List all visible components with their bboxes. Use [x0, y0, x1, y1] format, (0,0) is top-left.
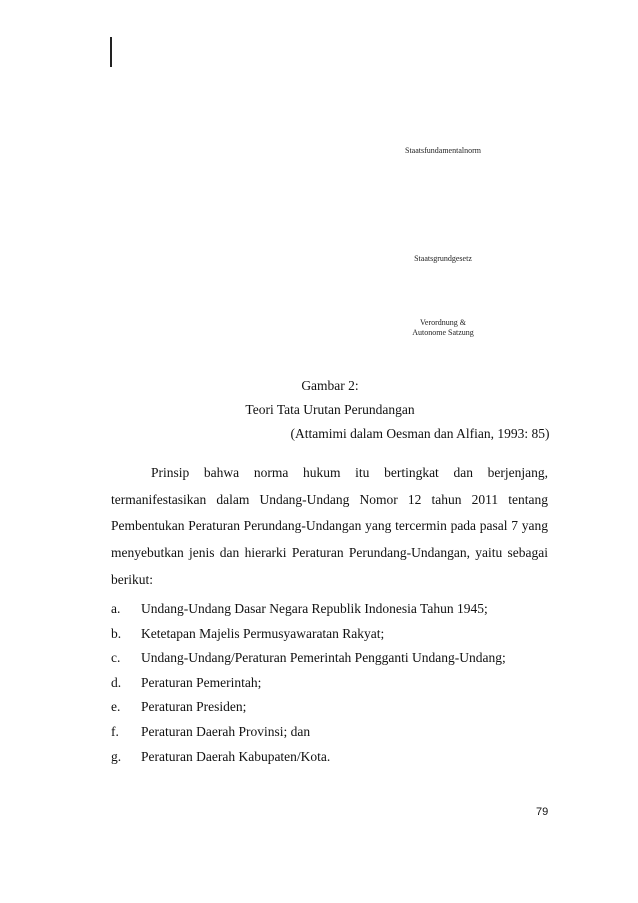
list-item — [111, 671, 506, 696]
list-text: Peraturan Daerah Kabupaten/Kota. — [141, 748, 331, 764]
diagram-level-label: Staatsgrundgesetz — [414, 254, 472, 263]
list-marker: d. — [111, 674, 122, 690]
diagram-level-staatsfundamentalnorm — [388, 146, 498, 156]
list-text: Undang-Undang Dasar Negara Republik Indonesia Tahun 1945; — [141, 601, 488, 616]
figure-source: (Attamimi dalam Oesman dan Alfian, 1993: 85) — [290, 426, 550, 441]
regulation-hierarchy-list — [111, 597, 506, 769]
list-item — [111, 695, 506, 720]
list-text: Ketetapan Majelis Permusyawaratan Rakyat; — [141, 625, 385, 641]
list-text: Peraturan Pemerintah; — [141, 674, 262, 690]
list-text: Peraturan Daerah Provinsi; dan — [141, 723, 311, 739]
diagram-level-label: Staatsfundamentalnorm — [405, 146, 481, 155]
margin-mark — [110, 37, 112, 67]
list-marker: g. — [111, 748, 122, 764]
body-paragraph: Prinsip bahwa norma hukum itu bertingkat dan berjenjang, termanifestasikan dalam Undang-Undang Nomor 12 tahun 2011 tentang Pembentukan Peraturan Perundang-Undangan yang tercermin pada pasal 7 yang menyebutkan jenis dan hierarki Peraturan Perundang-Undangan, yaitu sebagai berikut: — [111, 465, 548, 587]
page-number: 79 — [536, 806, 549, 818]
figure-title: Teori Tata Urutan Perundangan — [245, 402, 415, 417]
list-marker: f. — [111, 723, 119, 739]
list-text: Peraturan Presiden; — [141, 699, 247, 715]
list-item — [111, 597, 506, 622]
diagram-level-label: Verordnung & — [420, 318, 466, 327]
list-item — [111, 622, 506, 647]
list-marker: b. — [111, 625, 122, 641]
diagram-level-staatsgrundgesetz — [388, 254, 498, 264]
figure-number: Gambar 2: — [301, 378, 359, 393]
list-marker: c. — [111, 650, 121, 666]
list-text: Undang-Undang/Peraturan Pemerintah Pengganti Undang-Undang; — [141, 650, 506, 666]
diagram-level-verordnung — [388, 318, 498, 338]
list-item — [111, 745, 506, 770]
list-marker: a. — [111, 601, 121, 616]
list-marker: e. — [111, 699, 121, 715]
diagram-level-label: Autonome Satzung — [412, 328, 474, 337]
list-item — [111, 720, 506, 745]
list-item — [111, 646, 506, 671]
